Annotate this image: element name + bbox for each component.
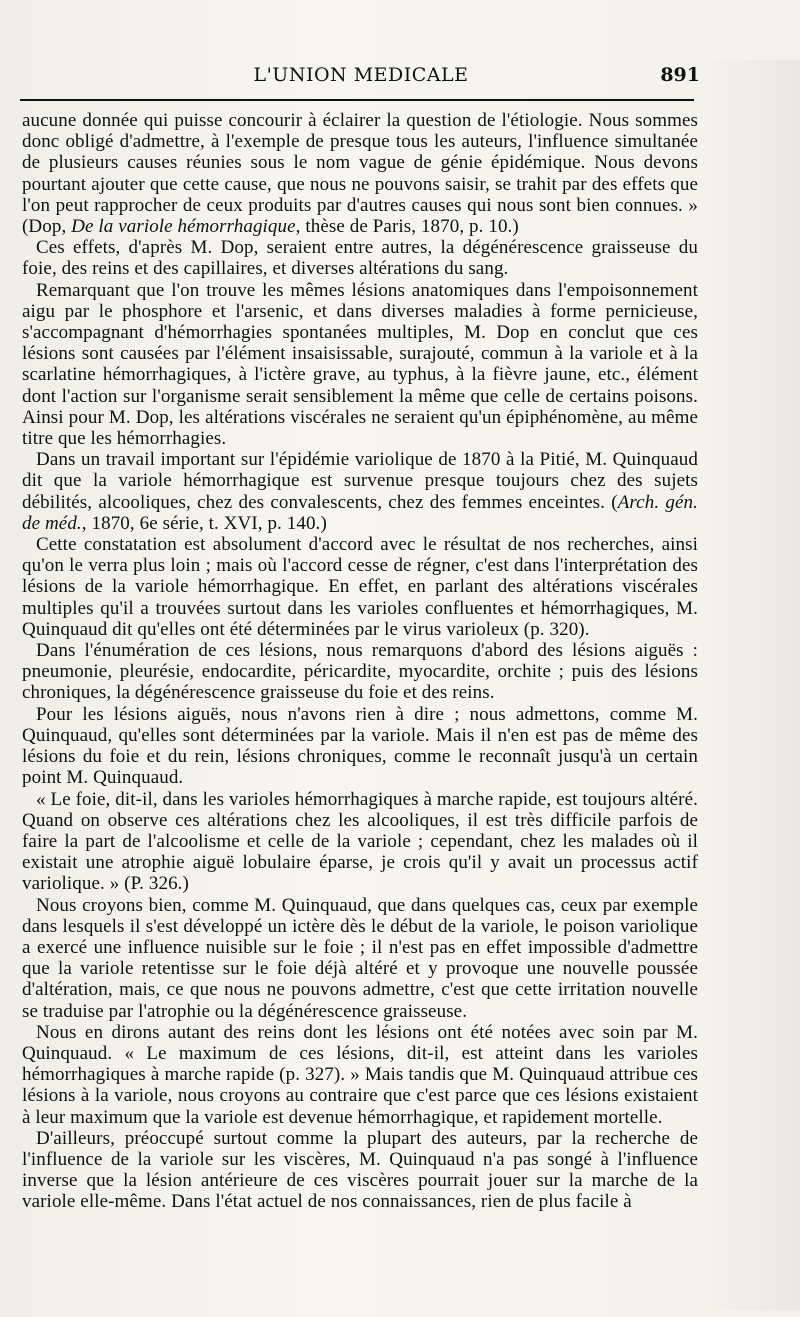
paragraph-text: Ces effets, d'après M. Dop, seraient entre autres, la dégénérescence graisseuse du foie, des reins et des capillaires, et diverses altérations du sang. bbox=[22, 237, 698, 280]
paragraph-p11 bbox=[22, 1128, 698, 1213]
paragraph-text: Remarquant que l'on trouve les mêmes lésions anatomiques dans l'empoisonnement aigu par le phosphore et l'arsenic, et dans diverses maladies à forme pernicieuse, s'accompagnant d'hémorrhagies spontanées multiples, M. Dop en conclut que ces lésions sont causées par l'élément insaisissable, surajouté, commun à la variole et à la scarlatine hémorrhagiques, à l'ictère grave, au typhus, à la fièvre jaune, etc., élément dont l'action sur l'organisme serait sensiblement la même que celle de certains poisons. Ainsi pour M. Dop, les altérations viscérales ne seraient qu'un épiphénomène, au même titre que les hémorrhagies. bbox=[22, 279, 698, 450]
paragraph-p2 bbox=[22, 237, 698, 279]
paragraph-text: Dans un travail important sur l'épidémie variolique de 1870 à la Pitié, M. Quinquaud dit que la variole hémorrhagique est survenue presque toujours chez des sujets débilités, alcooliques, chez des convalescents, chez des femmes enceintes. ( bbox=[22, 449, 698, 513]
paragraph-p4 bbox=[22, 449, 698, 534]
paragraph-text: , thèse de Paris, 1870, p. 10.) bbox=[295, 216, 519, 238]
paragraph-text: Nous croyons bien, comme M. Quinquaud, que dans quelques cas, ceux par exemple dans lesquels il s'est développé un ictère dès le début de la variole, le poison variolique a exercé une influence nuisible sur le foie ; il n'est pas en effet impossible d'admettre que la variole retentisse sur le foie déjà altéré et y provoque une nouvelle poussée d'altération, mais, ce que nous ne pouvons admettre, c'est que cette irritation nouvelle se traduise par l'atrophie ou la dégénérescence graisseuse. bbox=[22, 894, 698, 1022]
paragraph-p8 bbox=[22, 789, 698, 895]
paragraph-text: aucune donnée qui puisse concourir à éclairer la question de l'étiologie. Nous sommes donc obligé d'admettre, à l'exemple de presque tous les auteurs, l'influence simultanée de plusieurs causes réunies sous le nom vague de génie épidémique. Nous devons pourtant ajouter que cette cause, que nous ne pouvons saisir, se trahit par des effets que l'on peut rapprocher de ceux produits par d'autres causes qui nous sont bien connues. » (Dop, bbox=[22, 110, 698, 238]
paragraph-text: « Le foie, dit-il, dans les varioles hémorrhagiques à marche rapide, est toujours altéré. Quand on observe ces altérations chez les alcooliques, il est très difficile parfois de faire la part de l'alcoolisme et celle de la variole ; cependant, chez les malades où il existait une atrophie aiguë lobulaire éparse, je crois qu'il y avait un processus actif variolique. » (P. 326.) bbox=[22, 788, 698, 895]
paragraph-text: Nous en dirons autant des reins dont les lésions ont été notées avec soin par M. Quinquaud. « Le maximum de ces lésions, dit-il, est atteint dans les varioles hémorrhagiques à marche rapide (p. 327). » Mais tandis que M. Quinquaud attribue ces lésions à la variole, nous croyons au contraire que c'est parce que ces lésions existaient à leur maximum que la variole est devenue hémorrhagique, et rapidement mortelle. bbox=[22, 1021, 698, 1128]
italic-citation: Arch. gén. de méd. bbox=[22, 491, 698, 534]
paragraph-text: Cette constatation est absolument d'accord avec le résultat de nos recherches, ainsi qu'on le verra plus loin ; mais où l'accord cesse de régner, c'est dans l'interprétation des lésions de la variole hémorrhagique. En effet, en parlant des altérations viscérales multiples qu'il a trouvées surtout dans les varioles confluentes et hémorrhagiques, M. Quinquaud dit qu'elles ont été déterminées par le virus varioleux (p. 320). bbox=[22, 534, 698, 640]
header-rule bbox=[20, 99, 694, 101]
paragraph-text: , 1870, 6e série, t. XVI, p. 140.) bbox=[81, 512, 327, 534]
italic-citation: De la variole hémorrhagique bbox=[71, 216, 296, 238]
bleed-through-shadow bbox=[700, 60, 800, 1310]
page-header bbox=[22, 64, 700, 92]
paragraph-p3 bbox=[22, 280, 698, 450]
paragraph-p10 bbox=[22, 1022, 698, 1128]
paragraph-text: D'ailleurs, préoccupé surtout comme la plupart des auteurs, par la recherche de l'influence de la variole sur les viscères, M. Quinquaud n'a pas songé à l'influence inverse que la lésion antérieure de ces viscères pourrait jouer sur la marche de la variole elle-même. Dans l'état actuel de nos connaissances, rien de plus facile à bbox=[22, 1127, 698, 1213]
paragraph-p5 bbox=[22, 534, 698, 640]
running-head: L'UNION MEDICALE bbox=[253, 64, 469, 86]
paragraph-text: Dans l'énumération de ces lésions, nous remarquons d'abord des lésions aiguës : pneumonie, pleurésie, endocardite, péricardite, myocardite, orchite ; puis des lésions chroniques, la dégénérescence graisseuse du foie et des reins. bbox=[22, 640, 698, 704]
paragraph-text: Pour les lésions aiguës, nous n'avons rien à dire ; nous admettons, comme M. Quinquaud, qu'elles sont déterminées par la variole. Mais il n'en est pas de même des lésions du foie et du rein, lésions chroniques, comme le reconnaît jusqu'à un certain point M. Quinquaud. bbox=[22, 703, 698, 789]
paragraph-p9 bbox=[22, 895, 698, 1022]
page-number: 891 bbox=[660, 64, 700, 86]
paragraph-p1 bbox=[22, 110, 698, 237]
body-text bbox=[22, 110, 698, 1213]
paragraph-p6 bbox=[22, 640, 698, 704]
paragraph-p7 bbox=[22, 704, 698, 789]
